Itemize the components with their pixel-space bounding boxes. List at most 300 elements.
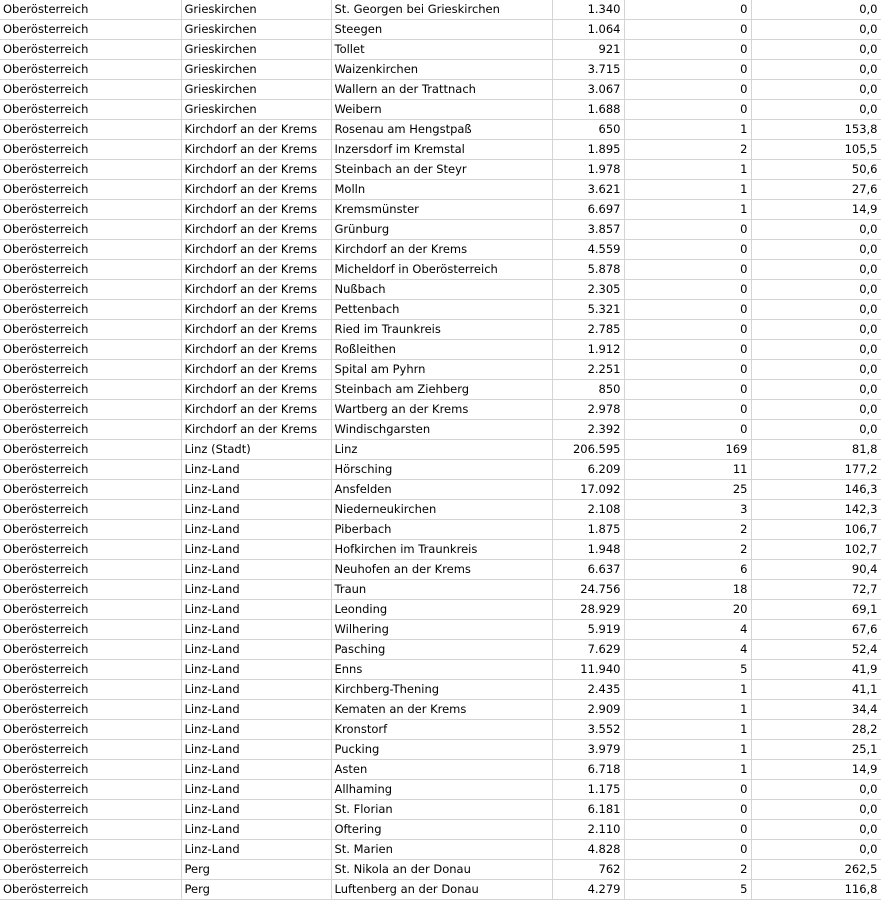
municipality-cell[interactable]: Tollet [331, 40, 552, 60]
cases-cell[interactable]: 0 [624, 260, 751, 280]
municipality-cell[interactable]: Enns [331, 660, 552, 680]
population-cell[interactable]: 3.067 [552, 80, 624, 100]
district-cell[interactable]: Kirchdorf an der Krems [181, 420, 331, 440]
district-cell[interactable]: Linz-Land [181, 600, 331, 620]
table-row [0, 820, 881, 840]
rate-cell[interactable]: 142,3 [751, 500, 881, 520]
municipality-cell[interactable]: Rosenau am Hengstpaß [331, 120, 552, 140]
table-row [0, 0, 881, 20]
municipality-cell[interactable]: Grünburg [331, 220, 552, 240]
cases-cell[interactable]: 0 [624, 340, 751, 360]
district-cell[interactable]: Grieskirchen [181, 40, 331, 60]
rate-cell[interactable]: 14,9 [751, 760, 881, 780]
cases-cell[interactable]: 1 [624, 740, 751, 760]
population-cell[interactable]: 1.912 [552, 340, 624, 360]
cases-cell[interactable]: 0 [624, 380, 751, 400]
cases-cell[interactable]: 20 [624, 600, 751, 620]
municipality-cell[interactable]: Hofkirchen im Traunkreis [331, 540, 552, 560]
district-cell[interactable]: Kirchdorf an der Krems [181, 340, 331, 360]
district-cell[interactable]: Grieskirchen [181, 60, 331, 80]
table-row [0, 400, 881, 420]
population-cell[interactable]: 4.559 [552, 240, 624, 260]
table-row [0, 460, 881, 480]
population-cell[interactable]: 650 [552, 120, 624, 140]
district-cell[interactable]: Grieskirchen [181, 100, 331, 120]
cases-cell[interactable]: 1 [624, 700, 751, 720]
district-cell[interactable]: Linz-Land [181, 640, 331, 660]
municipality-cell[interactable]: Niederneukirchen [331, 500, 552, 520]
rate-cell[interactable]: 52,4 [751, 640, 881, 660]
table-row [0, 360, 881, 380]
cases-cell[interactable]: 1 [624, 720, 751, 740]
population-cell[interactable]: 1.875 [552, 520, 624, 540]
cases-cell[interactable]: 2 [624, 520, 751, 540]
population-cell[interactable]: 6.209 [552, 460, 624, 480]
cases-cell[interactable]: 3 [624, 500, 751, 520]
rate-cell[interactable]: 0,0 [751, 820, 881, 840]
municipality-cell[interactable]: Kronstorf [331, 720, 552, 740]
population-cell[interactable]: 1.064 [552, 20, 624, 40]
district-cell[interactable]: Linz-Land [181, 740, 331, 760]
state-cell[interactable]: Oberösterreich [0, 260, 181, 280]
state-cell[interactable]: Oberösterreich [0, 320, 181, 340]
state-cell[interactable]: Oberösterreich [0, 400, 181, 420]
state-cell[interactable]: Oberösterreich [0, 360, 181, 380]
state-cell[interactable]: Oberösterreich [0, 120, 181, 140]
district-cell[interactable]: Kirchdorf an der Krems [181, 220, 331, 240]
cases-cell[interactable]: 1 [624, 760, 751, 780]
cases-cell[interactable]: 2 [624, 540, 751, 560]
cases-cell[interactable]: 0 [624, 400, 751, 420]
cases-cell[interactable]: 0 [624, 360, 751, 380]
population-cell[interactable]: 921 [552, 40, 624, 60]
district-cell[interactable]: Linz-Land [181, 720, 331, 740]
population-cell[interactable]: 11.940 [552, 660, 624, 680]
district-cell[interactable]: Linz-Land [181, 580, 331, 600]
state-cell[interactable]: Oberösterreich [0, 280, 181, 300]
municipality-cell[interactable]: Pucking [331, 740, 552, 760]
cases-cell[interactable]: 5 [624, 660, 751, 680]
municipality-cell[interactable]: St. Florian [331, 800, 552, 820]
cases-cell[interactable]: 1 [624, 160, 751, 180]
municipality-cell[interactable]: Wilhering [331, 620, 552, 640]
population-cell[interactable]: 2.251 [552, 360, 624, 380]
municipality-cell[interactable]: Kematen an der Krems [331, 700, 552, 720]
municipality-cell[interactable]: Waizenkirchen [331, 60, 552, 80]
municipality-cell[interactable]: Steinbach an der Steyr [331, 160, 552, 180]
table-row [0, 620, 881, 640]
population-cell[interactable]: 2.785 [552, 320, 624, 340]
table-row [0, 440, 881, 460]
district-cell[interactable]: Kirchdorf an der Krems [181, 240, 331, 260]
rate-cell[interactable]: 81,8 [751, 440, 881, 460]
state-cell[interactable]: Oberösterreich [0, 640, 181, 660]
municipality-cell[interactable]: Pasching [331, 640, 552, 660]
cases-cell[interactable]: 0 [624, 800, 751, 820]
rate-cell[interactable]: 14,9 [751, 200, 881, 220]
district-cell[interactable]: Linz-Land [181, 460, 331, 480]
cases-cell[interactable]: 6 [624, 560, 751, 580]
rate-cell[interactable]: 262,5 [751, 860, 881, 880]
municipality-cell[interactable]: Hörsching [331, 460, 552, 480]
table-row [0, 780, 881, 800]
municipality-cell[interactable]: Linz [331, 440, 552, 460]
rate-cell[interactable]: 27,6 [751, 180, 881, 200]
municipality-cell[interactable]: St. Marien [331, 840, 552, 860]
population-cell[interactable]: 5.878 [552, 260, 624, 280]
population-cell[interactable]: 6.181 [552, 800, 624, 820]
table-row [0, 340, 881, 360]
rate-cell[interactable]: 0,0 [751, 220, 881, 240]
district-cell[interactable]: Grieskirchen [181, 80, 331, 100]
district-cell[interactable]: Linz-Land [181, 680, 331, 700]
state-cell[interactable]: Oberösterreich [0, 440, 181, 460]
table-row [0, 500, 881, 520]
state-cell[interactable]: Oberösterreich [0, 60, 181, 80]
district-cell[interactable]: Linz-Land [181, 820, 331, 840]
table-row [0, 880, 881, 900]
table-row [0, 640, 881, 660]
population-cell[interactable]: 17.092 [552, 480, 624, 500]
rate-cell[interactable]: 50,6 [751, 160, 881, 180]
table-row [0, 40, 881, 60]
district-cell[interactable]: Linz-Land [181, 800, 331, 820]
rate-cell[interactable]: 41,9 [751, 660, 881, 680]
state-cell[interactable]: Oberösterreich [0, 540, 181, 560]
state-cell[interactable]: Oberösterreich [0, 200, 181, 220]
rate-cell[interactable]: 0,0 [751, 420, 881, 440]
district-cell[interactable]: Perg [181, 860, 331, 880]
population-cell[interactable]: 2.392 [552, 420, 624, 440]
rate-cell[interactable]: 0,0 [751, 780, 881, 800]
state-cell[interactable]: Oberösterreich [0, 620, 181, 640]
population-cell[interactable]: 2.909 [552, 700, 624, 720]
cases-cell[interactable]: 0 [624, 60, 751, 80]
district-cell[interactable]: Linz-Land [181, 760, 331, 780]
rate-cell[interactable]: 67,6 [751, 620, 881, 640]
cases-cell[interactable]: 1 [624, 680, 751, 700]
state-cell[interactable]: Oberösterreich [0, 0, 181, 20]
municipality-cell[interactable]: Kirchberg-Thening [331, 680, 552, 700]
district-cell[interactable]: Linz-Land [181, 660, 331, 680]
rate-cell[interactable]: 72,7 [751, 580, 881, 600]
table-row [0, 140, 881, 160]
population-cell[interactable]: 850 [552, 380, 624, 400]
cases-cell[interactable]: 0 [624, 220, 751, 240]
population-cell[interactable]: 1.175 [552, 780, 624, 800]
district-cell[interactable]: Kirchdorf an der Krems [181, 280, 331, 300]
cases-cell[interactable]: 0 [624, 300, 751, 320]
table-row [0, 600, 881, 620]
district-cell[interactable]: Kirchdorf an der Krems [181, 200, 331, 220]
cases-cell[interactable]: 0 [624, 420, 751, 440]
state-cell[interactable]: Oberösterreich [0, 760, 181, 780]
cases-cell[interactable]: 11 [624, 460, 751, 480]
cases-cell[interactable]: 1 [624, 200, 751, 220]
municipality-cell[interactable]: Traun [331, 580, 552, 600]
district-cell[interactable]: Grieskirchen [181, 0, 331, 20]
state-cell[interactable]: Oberösterreich [0, 40, 181, 60]
district-cell[interactable]: Kirchdorf an der Krems [181, 120, 331, 140]
table-row [0, 740, 881, 760]
state-cell[interactable]: Oberösterreich [0, 740, 181, 760]
rate-cell[interactable]: 0,0 [751, 60, 881, 80]
rate-cell[interactable]: 0,0 [751, 0, 881, 20]
state-cell[interactable]: Oberösterreich [0, 720, 181, 740]
state-cell[interactable]: Oberösterreich [0, 140, 181, 160]
population-cell[interactable]: 2.435 [552, 680, 624, 700]
cases-cell[interactable]: 2 [624, 140, 751, 160]
rate-cell[interactable]: 0,0 [751, 360, 881, 380]
rate-cell[interactable]: 0,0 [751, 300, 881, 320]
cases-cell[interactable]: 4 [624, 640, 751, 660]
table-row [0, 240, 881, 260]
municipality-cell[interactable]: Leonding [331, 600, 552, 620]
municipality-cell[interactable]: Oftering [331, 820, 552, 840]
municipality-cell[interactable]: Steinbach am Ziehberg [331, 380, 552, 400]
table-row [0, 480, 881, 500]
table-row [0, 760, 881, 780]
municipality-cell[interactable]: Ansfelden [331, 480, 552, 500]
state-cell[interactable]: Oberösterreich [0, 480, 181, 500]
municipality-cell[interactable]: Piberbach [331, 520, 552, 540]
rate-cell[interactable]: 0,0 [751, 40, 881, 60]
municipality-cell[interactable]: Molln [331, 180, 552, 200]
rate-cell[interactable]: 41,1 [751, 680, 881, 700]
state-cell[interactable]: Oberösterreich [0, 460, 181, 480]
municipality-cell[interactable]: Luftenberg an der Donau [331, 880, 552, 900]
population-cell[interactable]: 5.321 [552, 300, 624, 320]
municipality-cell[interactable]: St. Nikola an der Donau [331, 860, 552, 880]
district-cell[interactable]: Kirchdorf an der Krems [181, 140, 331, 160]
cases-cell[interactable]: 25 [624, 480, 751, 500]
district-cell[interactable]: Kirchdorf an der Krems [181, 180, 331, 200]
table-row [0, 60, 881, 80]
state-cell[interactable]: Oberösterreich [0, 500, 181, 520]
rate-cell[interactable]: 0,0 [751, 800, 881, 820]
municipality-cell[interactable]: Roßleithen [331, 340, 552, 360]
population-cell[interactable]: 1.978 [552, 160, 624, 180]
rate-cell[interactable]: 0,0 [751, 80, 881, 100]
cases-cell[interactable]: 0 [624, 40, 751, 60]
district-cell[interactable]: Kirchdorf an der Krems [181, 260, 331, 280]
table-row [0, 120, 881, 140]
population-cell[interactable]: 3.979 [552, 740, 624, 760]
state-cell[interactable]: Oberösterreich [0, 340, 181, 360]
municipality-cell[interactable]: Weibern [331, 100, 552, 120]
cases-cell[interactable]: 1 [624, 180, 751, 200]
rate-cell[interactable]: 0,0 [751, 280, 881, 300]
district-cell[interactable]: Kirchdorf an der Krems [181, 400, 331, 420]
state-cell[interactable]: Oberösterreich [0, 160, 181, 180]
population-cell[interactable]: 3.621 [552, 180, 624, 200]
population-cell[interactable]: 762 [552, 860, 624, 880]
district-cell[interactable]: Linz-Land [181, 780, 331, 800]
district-cell[interactable]: Linz-Land [181, 560, 331, 580]
rate-cell[interactable]: 0,0 [751, 20, 881, 40]
state-cell[interactable]: Oberösterreich [0, 880, 181, 900]
municipality-cell[interactable]: Kremsmünster [331, 200, 552, 220]
population-cell[interactable]: 206.595 [552, 440, 624, 460]
cases-cell[interactable]: 0 [624, 240, 751, 260]
population-cell[interactable]: 7.629 [552, 640, 624, 660]
state-cell[interactable]: Oberösterreich [0, 860, 181, 880]
state-cell[interactable]: Oberösterreich [0, 820, 181, 840]
municipality-cell[interactable]: Inzersdorf im Kremstal [331, 140, 552, 160]
rate-cell[interactable]: 105,5 [751, 140, 881, 160]
state-cell[interactable]: Oberösterreich [0, 660, 181, 680]
table-row [0, 20, 881, 40]
state-cell[interactable]: Oberösterreich [0, 580, 181, 600]
population-cell[interactable]: 1.340 [552, 0, 624, 20]
cases-cell[interactable]: 0 [624, 0, 751, 20]
state-cell[interactable]: Oberösterreich [0, 560, 181, 580]
rate-cell[interactable]: 177,2 [751, 460, 881, 480]
state-cell[interactable]: Oberösterreich [0, 20, 181, 40]
table-row [0, 680, 881, 700]
rate-cell[interactable]: 116,8 [751, 880, 881, 900]
rate-cell[interactable]: 0,0 [751, 840, 881, 860]
cases-cell[interactable]: 0 [624, 20, 751, 40]
cases-cell[interactable]: 2 [624, 860, 751, 880]
rate-cell[interactable]: 0,0 [751, 380, 881, 400]
municipality-cell[interactable]: Steegen [331, 20, 552, 40]
table-row [0, 860, 881, 880]
population-cell[interactable]: 2.305 [552, 280, 624, 300]
rate-cell[interactable]: 153,8 [751, 120, 881, 140]
state-cell[interactable]: Oberösterreich [0, 800, 181, 820]
cases-cell[interactable]: 1 [624, 120, 751, 140]
table-row [0, 300, 881, 320]
cases-cell[interactable]: 0 [624, 280, 751, 300]
municipality-cell[interactable]: Allhaming [331, 780, 552, 800]
rate-cell[interactable]: 69,1 [751, 600, 881, 620]
population-cell[interactable]: 3.552 [552, 720, 624, 740]
state-cell[interactable]: Oberösterreich [0, 80, 181, 100]
municipality-cell[interactable]: Ried im Traunkreis [331, 320, 552, 340]
state-cell[interactable]: Oberösterreich [0, 380, 181, 400]
district-cell[interactable]: Grieskirchen [181, 20, 331, 40]
population-cell[interactable]: 4.828 [552, 840, 624, 860]
municipality-cell[interactable]: Asten [331, 760, 552, 780]
district-cell[interactable]: Kirchdorf an der Krems [181, 300, 331, 320]
municipality-cell[interactable]: Windischgarsten [331, 420, 552, 440]
district-cell[interactable]: Linz-Land [181, 540, 331, 560]
population-cell[interactable]: 3.715 [552, 60, 624, 80]
cases-cell[interactable]: 0 [624, 80, 751, 100]
state-cell[interactable]: Oberösterreich [0, 300, 181, 320]
state-cell[interactable]: Oberösterreich [0, 420, 181, 440]
cases-cell[interactable]: 0 [624, 780, 751, 800]
rate-cell[interactable]: 0,0 [751, 400, 881, 420]
state-cell[interactable]: Oberösterreich [0, 700, 181, 720]
population-cell[interactable]: 28.929 [552, 600, 624, 620]
population-cell[interactable]: 6.718 [552, 760, 624, 780]
state-cell[interactable]: Oberösterreich [0, 220, 181, 240]
population-cell[interactable]: 1.688 [552, 100, 624, 120]
municipality-cell[interactable]: Kirchdorf an der Krems [331, 240, 552, 260]
population-cell[interactable]: 3.857 [552, 220, 624, 240]
municipality-cell[interactable]: Pettenbach [331, 300, 552, 320]
district-cell[interactable]: Kirchdorf an der Krems [181, 320, 331, 340]
rate-cell[interactable]: 146,3 [751, 480, 881, 500]
state-cell[interactable]: Oberösterreich [0, 100, 181, 120]
table-row [0, 280, 881, 300]
table-row [0, 720, 881, 740]
municipality-cell[interactable]: St. Georgen bei Grieskirchen [331, 0, 552, 20]
district-cell[interactable]: Kirchdorf an der Krems [181, 380, 331, 400]
population-cell[interactable]: 2.978 [552, 400, 624, 420]
municipality-cell[interactable]: Spital am Pyhrn [331, 360, 552, 380]
rate-cell[interactable]: 25,1 [751, 740, 881, 760]
population-cell[interactable]: 2.108 [552, 500, 624, 520]
table-row [0, 540, 881, 560]
district-cell[interactable]: Linz-Land [181, 480, 331, 500]
state-cell[interactable]: Oberösterreich [0, 780, 181, 800]
district-cell[interactable]: Linz-Land [181, 700, 331, 720]
cases-cell[interactable]: 0 [624, 320, 751, 340]
state-cell[interactable]: Oberösterreich [0, 240, 181, 260]
municipality-cell[interactable]: Neuhofen an der Krems [331, 560, 552, 580]
state-cell[interactable]: Oberösterreich [0, 680, 181, 700]
rate-cell[interactable]: 0,0 [751, 320, 881, 340]
district-cell[interactable]: Perg [181, 880, 331, 900]
district-cell[interactable]: Linz-Land [181, 840, 331, 860]
cases-cell[interactable]: 0 [624, 820, 751, 840]
population-cell[interactable]: 2.110 [552, 820, 624, 840]
population-cell[interactable]: 24.756 [552, 580, 624, 600]
rate-cell[interactable]: 28,2 [751, 720, 881, 740]
cases-cell[interactable]: 5 [624, 880, 751, 900]
population-cell[interactable]: 5.919 [552, 620, 624, 640]
population-cell[interactable]: 6.697 [552, 200, 624, 220]
district-cell[interactable]: Linz-Land [181, 520, 331, 540]
rate-cell[interactable]: 0,0 [751, 260, 881, 280]
municipality-cell[interactable]: Wallern an der Trattnach [331, 80, 552, 100]
cases-cell[interactable]: 0 [624, 100, 751, 120]
population-cell[interactable]: 6.637 [552, 560, 624, 580]
state-cell[interactable]: Oberösterreich [0, 600, 181, 620]
district-cell[interactable]: Linz (Stadt) [181, 440, 331, 460]
rate-cell[interactable]: 106,7 [751, 520, 881, 540]
state-cell[interactable]: Oberösterreich [0, 840, 181, 860]
table-row [0, 180, 881, 200]
cases-cell[interactable]: 169 [624, 440, 751, 460]
rate-cell[interactable]: 0,0 [751, 240, 881, 260]
rate-cell[interactable]: 34,4 [751, 700, 881, 720]
rate-cell[interactable]: 102,7 [751, 540, 881, 560]
rate-cell[interactable]: 0,0 [751, 340, 881, 360]
state-cell[interactable]: Oberösterreich [0, 180, 181, 200]
population-cell[interactable]: 1.895 [552, 140, 624, 160]
cases-cell[interactable]: 4 [624, 620, 751, 640]
state-cell[interactable]: Oberösterreich [0, 520, 181, 540]
municipality-cell[interactable]: Micheldorf in Oberösterreich [331, 260, 552, 280]
rate-cell[interactable]: 90,4 [751, 560, 881, 580]
municipality-cell[interactable]: Nußbach [331, 280, 552, 300]
district-cell[interactable]: Linz-Land [181, 500, 331, 520]
table-row [0, 220, 881, 240]
rate-cell[interactable]: 0,0 [751, 100, 881, 120]
population-cell[interactable]: 4.279 [552, 880, 624, 900]
district-cell[interactable]: Kirchdorf an der Krems [181, 160, 331, 180]
cases-cell[interactable]: 18 [624, 580, 751, 600]
population-cell[interactable]: 1.948 [552, 540, 624, 560]
municipality-cell[interactable]: Wartberg an der Krems [331, 400, 552, 420]
district-cell[interactable]: Linz-Land [181, 620, 331, 640]
cases-cell[interactable]: 0 [624, 840, 751, 860]
district-cell[interactable]: Kirchdorf an der Krems [181, 360, 331, 380]
